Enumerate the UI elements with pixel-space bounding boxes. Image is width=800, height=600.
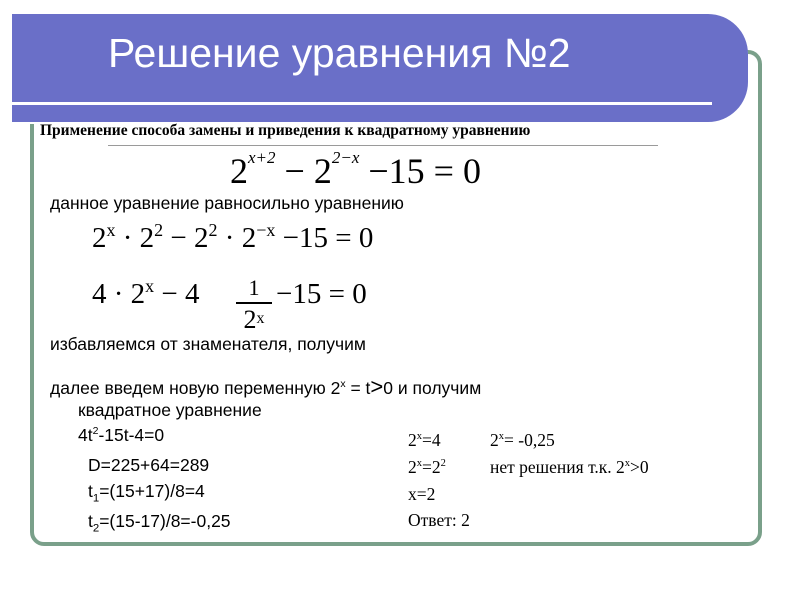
answer: Ответ: 2 xyxy=(408,510,470,530)
solution-2-line-1: $2^x= -0,25$ xyxy=(490,430,555,450)
slide-title: Решение уравнения №2 xyxy=(108,30,571,76)
text-denominator: избавляемся от знаменателя, получим xyxy=(50,334,366,354)
fraction-numerator: 1 xyxy=(248,275,260,300)
text-substitution: далее введем новую переменную $2^x = t>0$ и получим xyxy=(50,374,482,399)
fraction-bar xyxy=(236,302,272,304)
solution-2-line-2: нет решения т.к. $2^x>0$ xyxy=(490,457,649,477)
solution-1-line-1: $2^x=4$ xyxy=(408,430,441,450)
solution-1-line-2: $2^x=2^2$ xyxy=(408,457,446,477)
equation-3-right: −15 = 0 xyxy=(276,278,367,310)
title-underline xyxy=(12,102,712,105)
root-t2: $t_2=(15-17)/8=-0,25$ xyxy=(88,511,231,535)
subtitle-rule xyxy=(108,145,658,146)
quadratic-equation: $4t^2-15t-4=0$ xyxy=(78,425,165,445)
fraction xyxy=(236,276,272,334)
equation-2: $2^x \cdot 2^2 - 2^2 \cdot 2^{-x} -15 = 0$ xyxy=(92,220,374,254)
text-quadratic: квадратное уравнение xyxy=(78,400,262,420)
discriminant: D=225+64=289 xyxy=(88,455,210,475)
text-equivalent: данное уравнение равносильно уравнению xyxy=(50,193,404,213)
root-t1: $t_1=(15+17)/8=4$ xyxy=(88,481,205,505)
slide-subtitle: Применение способа замены и приведения к квадратному уравнению xyxy=(40,122,531,139)
equation-main: $2^{x+2} - 2^{2-x} -15 = 0$ xyxy=(230,148,481,191)
equation-3-left: $4 \cdot 2^x - 4$ xyxy=(92,276,200,310)
fraction-denominator: 2$^x$ xyxy=(243,304,265,334)
solution-1-line-3: x=2 xyxy=(408,484,436,504)
